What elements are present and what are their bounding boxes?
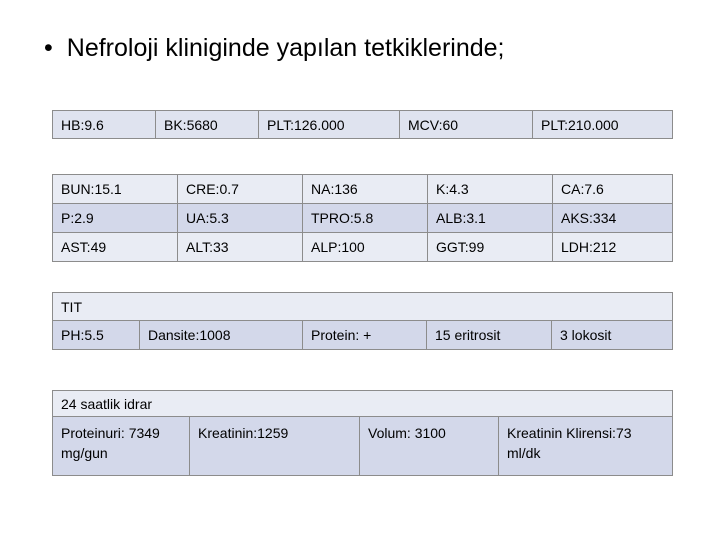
table-cell: CRE:0.7 (178, 175, 303, 204)
table-cell: MCV:60 (400, 111, 533, 139)
slide-title (44, 34, 505, 63)
table-cell: K:4.3 (428, 175, 553, 204)
table-cell: BUN:15.1 (53, 175, 178, 204)
table-row (53, 321, 673, 350)
table-row (53, 233, 673, 262)
table-header: TIT (53, 293, 673, 321)
table-cell: 15 eritrosit (427, 321, 552, 350)
urinalysis-table (52, 292, 673, 350)
table-cell: Volum: 3100 (360, 417, 499, 476)
table-row (53, 293, 673, 321)
table-cell: PH:5.5 (53, 321, 140, 350)
table-cell: P:2.9 (53, 204, 178, 233)
table-cell: AKS:334 (553, 204, 673, 233)
table-cell: UA:5.3 (178, 204, 303, 233)
table-cell: 3 lokosit (552, 321, 673, 350)
table-cell: ALP:100 (303, 233, 428, 262)
table-cell: AST:49 (53, 233, 178, 262)
table-cell: LDH:212 (553, 233, 673, 262)
table-cell: Dansite:1008 (140, 321, 303, 350)
table-cell: NA:136 (303, 175, 428, 204)
table-cell: CA:7.6 (553, 175, 673, 204)
table-cell: ALB:3.1 (428, 204, 553, 233)
table-row (53, 111, 673, 139)
bullet-icon: • (44, 34, 53, 62)
table-cell: GGT:99 (428, 233, 553, 262)
table-header: 24 saatlik idrar (53, 391, 673, 417)
table-row (53, 417, 673, 476)
table-cell: Kreatinin Klirensi:73 ml/dk (499, 417, 673, 476)
table-cell: Protein: + (303, 321, 427, 350)
table-row (53, 391, 673, 417)
table-cell: PLT:126.000 (259, 111, 400, 139)
hemogram-table (52, 110, 673, 139)
table-cell: TPRO:5.8 (303, 204, 428, 233)
table-row (53, 175, 673, 204)
table-cell: Proteinuri: 7349 mg/gun (53, 417, 190, 476)
urine-24h-table (52, 390, 673, 476)
biochemistry-table (52, 174, 673, 262)
table-row (53, 204, 673, 233)
table-cell: HB:9.6 (53, 111, 156, 139)
table-cell: PLT:210.000 (533, 111, 673, 139)
table-cell: BK:5680 (156, 111, 259, 139)
table-cell: Kreatinin:1259 (190, 417, 360, 476)
title-text: Nefroloji kliniginde yapılan tetkiklerinde; (66, 34, 505, 62)
table-cell: ALT:33 (178, 233, 303, 262)
